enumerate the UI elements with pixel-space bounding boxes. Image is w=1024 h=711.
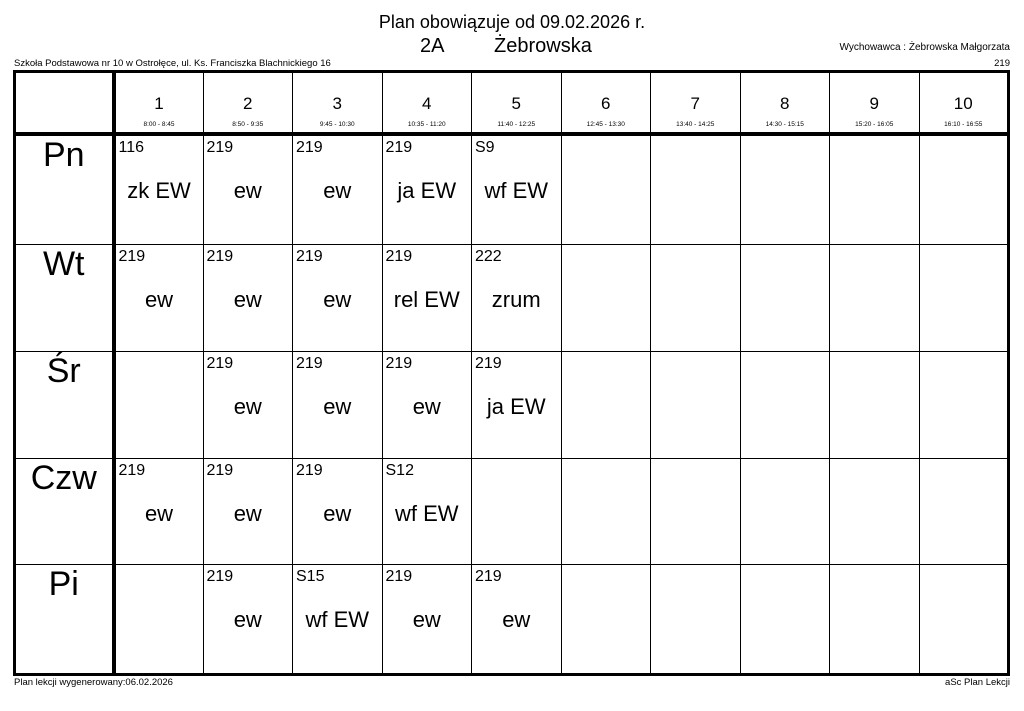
lesson-room: 219: [475, 354, 502, 372]
class-name: 2A: [420, 35, 445, 57]
lesson-subject: ew: [323, 393, 352, 419]
lesson-subject: ja EW: [397, 177, 457, 203]
lesson-room: 219: [206, 247, 234, 265]
period-time: 8:50 - 9:35: [232, 121, 264, 128]
period-time: 8:00 - 8:45: [143, 121, 175, 128]
lesson-cell: [114, 134, 204, 245]
lesson-cell: [203, 565, 293, 675]
lesson-cell: [293, 565, 383, 675]
lesson-subject: ew: [502, 607, 531, 633]
lesson-room: 219: [296, 247, 323, 265]
school-name: Szkoła Podstawowa nr 10 w Ostrołęce, ul. Ks. Franciszka Blachnickiego 16: [14, 58, 331, 69]
lesson-room: 219: [475, 568, 502, 586]
lesson-room: 116: [118, 138, 145, 156]
period-number: 9: [869, 94, 879, 113]
period-header-7: [651, 72, 741, 134]
period-time: 11:40 - 12:25: [497, 121, 536, 128]
lesson-cell: [830, 351, 920, 458]
period-number: 6: [601, 94, 611, 113]
day-label: Śr: [15, 351, 114, 458]
period-header-2: [203, 72, 293, 134]
lesson-cell: [561, 134, 651, 245]
lesson-room: 219: [118, 247, 146, 265]
period-header-4: [382, 72, 472, 134]
period-time: 15:20 - 16:05: [855, 121, 894, 128]
lesson-cell: [561, 565, 651, 675]
period-header-row: [15, 72, 1009, 134]
timetable-grid: [13, 70, 1010, 676]
day-row: [15, 351, 1009, 458]
period-header-3: [293, 72, 383, 134]
period-number: 3: [332, 94, 342, 113]
lesson-room: 219: [385, 568, 413, 586]
lesson-cell: [293, 244, 383, 351]
lesson-room: S9: [475, 138, 495, 156]
lesson-subject: ja EW: [486, 393, 546, 419]
lesson-cell: [919, 458, 1009, 565]
lesson-subject: wf EW: [484, 177, 549, 203]
lesson-cell: [382, 458, 472, 565]
lesson-cell: [472, 458, 562, 565]
lesson-cell: [740, 351, 830, 458]
lesson-subject: ew: [233, 607, 262, 633]
lesson-subject: ew: [233, 500, 262, 526]
software-name: aSc Plan Lekcji: [945, 677, 1010, 688]
lesson-cell: [919, 244, 1009, 351]
lesson-cell: [561, 244, 651, 351]
lesson-cell: [472, 134, 562, 245]
period-time: 12:45 - 13:30: [586, 121, 625, 128]
period-header-6: [561, 72, 651, 134]
lesson-subject: rel EW: [393, 286, 460, 312]
day-row: [15, 565, 1009, 675]
lesson-cell: [203, 244, 293, 351]
lesson-subject: ew: [233, 177, 262, 203]
lesson-subject: ew: [144, 286, 174, 312]
lesson-cell: [293, 351, 383, 458]
lesson-subject: ew: [412, 607, 441, 633]
lesson-room: 222: [475, 247, 502, 265]
class-title: [420, 35, 592, 58]
lesson-room: S12: [385, 461, 414, 479]
day-label: Wt: [15, 244, 114, 351]
lesson-subject: zk EW: [127, 177, 191, 203]
lesson-room: 219: [296, 461, 323, 479]
lesson-cell: [203, 134, 293, 245]
lesson-cell: [203, 458, 293, 565]
generated-date: Plan lekcji wygenerowany:06.02.2026: [14, 677, 173, 688]
lesson-room: 219: [206, 354, 234, 372]
lesson-cell: [919, 134, 1009, 245]
tutor-label: Wychowawca : Żebrowska Małgorzata: [839, 42, 1010, 53]
period-time: 16:10 - 16:55: [944, 121, 983, 128]
lesson-subject: wf EW: [394, 500, 459, 526]
period-time: 14:30 - 15:15: [765, 121, 804, 128]
period-number: 5: [511, 94, 521, 113]
class-teacher-name: Żebrowska: [494, 35, 592, 57]
lesson-subject: ew: [412, 393, 441, 419]
lesson-cell: [740, 244, 830, 351]
lesson-subject: zrum: [491, 286, 541, 312]
lesson-cell: [919, 351, 1009, 458]
period-header-10: [919, 72, 1009, 134]
lesson-subject: ew: [323, 286, 352, 312]
period-header-9: [830, 72, 920, 134]
lesson-room: 219: [206, 138, 234, 156]
lesson-cell: [472, 565, 562, 675]
lesson-room: 219: [385, 247, 413, 265]
lesson-cell: [114, 351, 204, 458]
lesson-cell: [651, 134, 741, 245]
lesson-cell: [830, 134, 920, 245]
day-label: Czw: [15, 458, 114, 565]
day-label: Pn: [15, 134, 114, 245]
lesson-room: 219: [296, 138, 323, 156]
lesson-cell: [382, 351, 472, 458]
lesson-cell: [830, 565, 920, 675]
day-row: [15, 458, 1009, 565]
lesson-cell: [919, 565, 1009, 675]
period-header-5: [472, 72, 562, 134]
lesson-cell: [740, 458, 830, 565]
period-time: 13:40 - 14:25: [676, 121, 715, 128]
period-number: 7: [690, 94, 700, 113]
period-number: 10: [953, 94, 973, 113]
period-number: 4: [422, 94, 432, 113]
lesson-room: 219: [296, 354, 323, 372]
lesson-cell: [830, 244, 920, 351]
lesson-room: 219: [385, 354, 413, 372]
lesson-cell: [651, 244, 741, 351]
lesson-cell: [472, 244, 562, 351]
period-time: 10:35 - 11:20: [407, 121, 446, 128]
lesson-cell: [203, 351, 293, 458]
lesson-cell: [114, 458, 204, 565]
plan-valid-from: Plan obowiązuje od 09.02.2026 r.: [378, 12, 646, 32]
period-number: 8: [780, 94, 790, 113]
day-row: [15, 134, 1009, 245]
lesson-cell: [114, 244, 204, 351]
lesson-cell: [382, 134, 472, 245]
period-time: 9:45 - 10:30: [319, 121, 355, 128]
lesson-room: 219: [206, 461, 234, 479]
period-number: 1: [154, 94, 164, 113]
home-room: 219: [994, 58, 1010, 69]
lesson-cell: [651, 458, 741, 565]
lesson-room: 219: [118, 461, 146, 479]
lesson-cell: [114, 565, 204, 675]
lesson-subject: ew: [233, 286, 262, 312]
lesson-room: 219: [385, 138, 413, 156]
lesson-subject: wf EW: [305, 607, 370, 633]
lesson-cell: [740, 134, 830, 245]
lesson-room: 219: [206, 568, 234, 586]
period-header-8: [740, 72, 830, 134]
lesson-cell: [561, 351, 651, 458]
period-header-1: [114, 72, 204, 134]
lesson-cell: [651, 351, 741, 458]
lesson-subject: ew: [144, 500, 174, 526]
lesson-cell: [382, 565, 472, 675]
lesson-cell: [293, 458, 383, 565]
lesson-cell: [293, 134, 383, 245]
lesson-cell: [740, 565, 830, 675]
lesson-subject: ew: [323, 500, 352, 526]
lesson-subject: ew: [233, 393, 262, 419]
period-number: 2: [243, 94, 253, 113]
lesson-cell: [651, 565, 741, 675]
day-row: [15, 244, 1009, 351]
corner-cell: [15, 72, 114, 134]
lesson-subject: ew: [323, 177, 352, 203]
lesson-cell: [830, 458, 920, 565]
lesson-room: S15: [296, 568, 325, 586]
lesson-cell: [561, 458, 651, 565]
day-label: Pi: [15, 565, 114, 675]
lesson-cell: [382, 244, 472, 351]
lesson-cell: [472, 351, 562, 458]
